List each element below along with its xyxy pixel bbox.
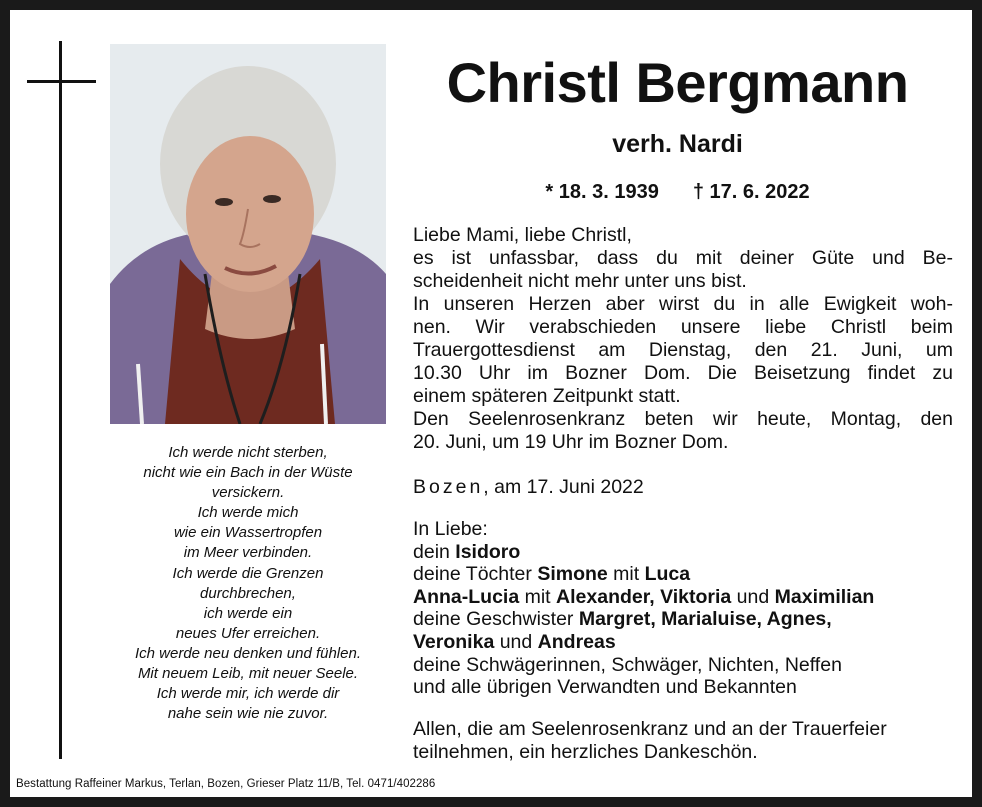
family-name: Isidoro [455, 540, 521, 563]
poem-line: durchbrechen, [200, 584, 296, 602]
family-name: Margret, Marialuise, Agnes, [578, 608, 832, 631]
message-line: Liebe Mami, liebe Christl, [413, 224, 632, 246]
message-line: es ist unfassbar, dass du mit deiner Güte und Be- [413, 247, 953, 269]
family-line: deine Schwägerinnen, Schwäger, Nichten, Neffen [413, 653, 842, 676]
cross-icon-bar [27, 80, 96, 83]
poem-line: Ich werde die Grenzen [172, 564, 324, 582]
family-line [413, 608, 958, 631]
family-name: Simone [537, 563, 608, 586]
poem-line: Mit neuem Leib, mit neuer Seele. [137, 665, 359, 683]
message-line: nen. Wir verabschieden unsere liebe Christl beim [413, 316, 953, 338]
message-line: Den Seelenrosenkranz beten wir heute, Montag, den [413, 408, 953, 430]
poem-line: wie ein Wassertropfen [173, 524, 323, 542]
family-text: mit [519, 585, 557, 608]
poem-line: ich werde ein [203, 604, 293, 622]
family-text: deine Töchter [413, 563, 538, 586]
message-line: Trauergottesdienst am Dienstag, den 21. Juni, um [413, 339, 953, 361]
poem-line: nicht wie ein Bach in der Wüste [143, 464, 353, 482]
family-name: Andreas [537, 630, 616, 653]
family-intro: In Liebe: [413, 518, 488, 540]
life-dates [410, 181, 945, 204]
poem-line: im Meer verbinden. [183, 544, 313, 562]
place: Bozen [413, 476, 484, 498]
married-name: verh. Nardi [612, 130, 743, 158]
family-text: deine Geschwister [413, 608, 579, 631]
poem-line: Ich werde mich [197, 504, 299, 522]
death-date: † 17. 6. 2022 [692, 181, 810, 203]
family-text: mit [607, 563, 645, 586]
poem-line: Ich werde nicht sterben, [168, 444, 328, 461]
family-text: dein [413, 540, 456, 563]
date: , am 17. Juni 2022 [483, 476, 644, 498]
poem [98, 443, 398, 724]
poem-line: Ich werde mir, ich werde dir [156, 685, 340, 703]
message-line: scheidenheit nicht mehr unter uns bist. [413, 270, 747, 292]
family-name: Maximilian [774, 585, 875, 608]
thanks-line: teilnehmen, ein herzliches Dankeschön. [413, 741, 758, 763]
family-line [413, 563, 958, 586]
portrait-photo [110, 44, 386, 424]
thanks-line: Allen, die am Seelenrosenkranz und an der Trauerfeier [413, 718, 887, 740]
poem-line: nahe sein wie nie zuvor. [167, 705, 329, 723]
deceased-name: Christl Bergmann [446, 51, 909, 114]
birth-date: * 18. 3. 1939 [545, 181, 659, 203]
family-text: und [494, 630, 538, 653]
family-line [413, 541, 958, 564]
place-date [413, 476, 644, 499]
family-text: und [731, 585, 775, 608]
family-line [413, 586, 958, 609]
message-text [413, 224, 953, 454]
obituary-card [10, 10, 972, 797]
cross-icon [59, 41, 62, 759]
family-name: Alexander, Viktoria [556, 585, 732, 608]
thanks-text [413, 718, 887, 764]
family-name: Veronika [413, 630, 495, 653]
family-list [413, 518, 958, 699]
message-line: In unseren Herzen aber wirst du in alle Ewigkeit woh- [413, 293, 953, 315]
poem-line: versickern. [211, 484, 285, 502]
poem-line: Ich werde neu denken und fühlen. [134, 644, 361, 662]
family-name: Anna-Lucia [413, 585, 520, 608]
message-line: 10.30 Uhr im Bozner Dom. Die Beisetzung findet zu [413, 362, 953, 384]
family-name: Luca [644, 563, 691, 586]
funeral-home-footer: Bestattung Raffeiner Markus, Terlan, Bozen, Grieser Platz 11/B, Tel. 0471/402286 [16, 778, 436, 790]
family-line: und alle übrigen Verwandten und Bekannten [413, 676, 797, 699]
family-line [413, 631, 958, 654]
message-line: einem späteren Zeitpunkt statt. [413, 385, 681, 407]
message-line: 20. Juni, um 19 Uhr im Bozner Dom. [413, 431, 729, 453]
poem-line: neues Ufer erreichen. [175, 624, 321, 642]
